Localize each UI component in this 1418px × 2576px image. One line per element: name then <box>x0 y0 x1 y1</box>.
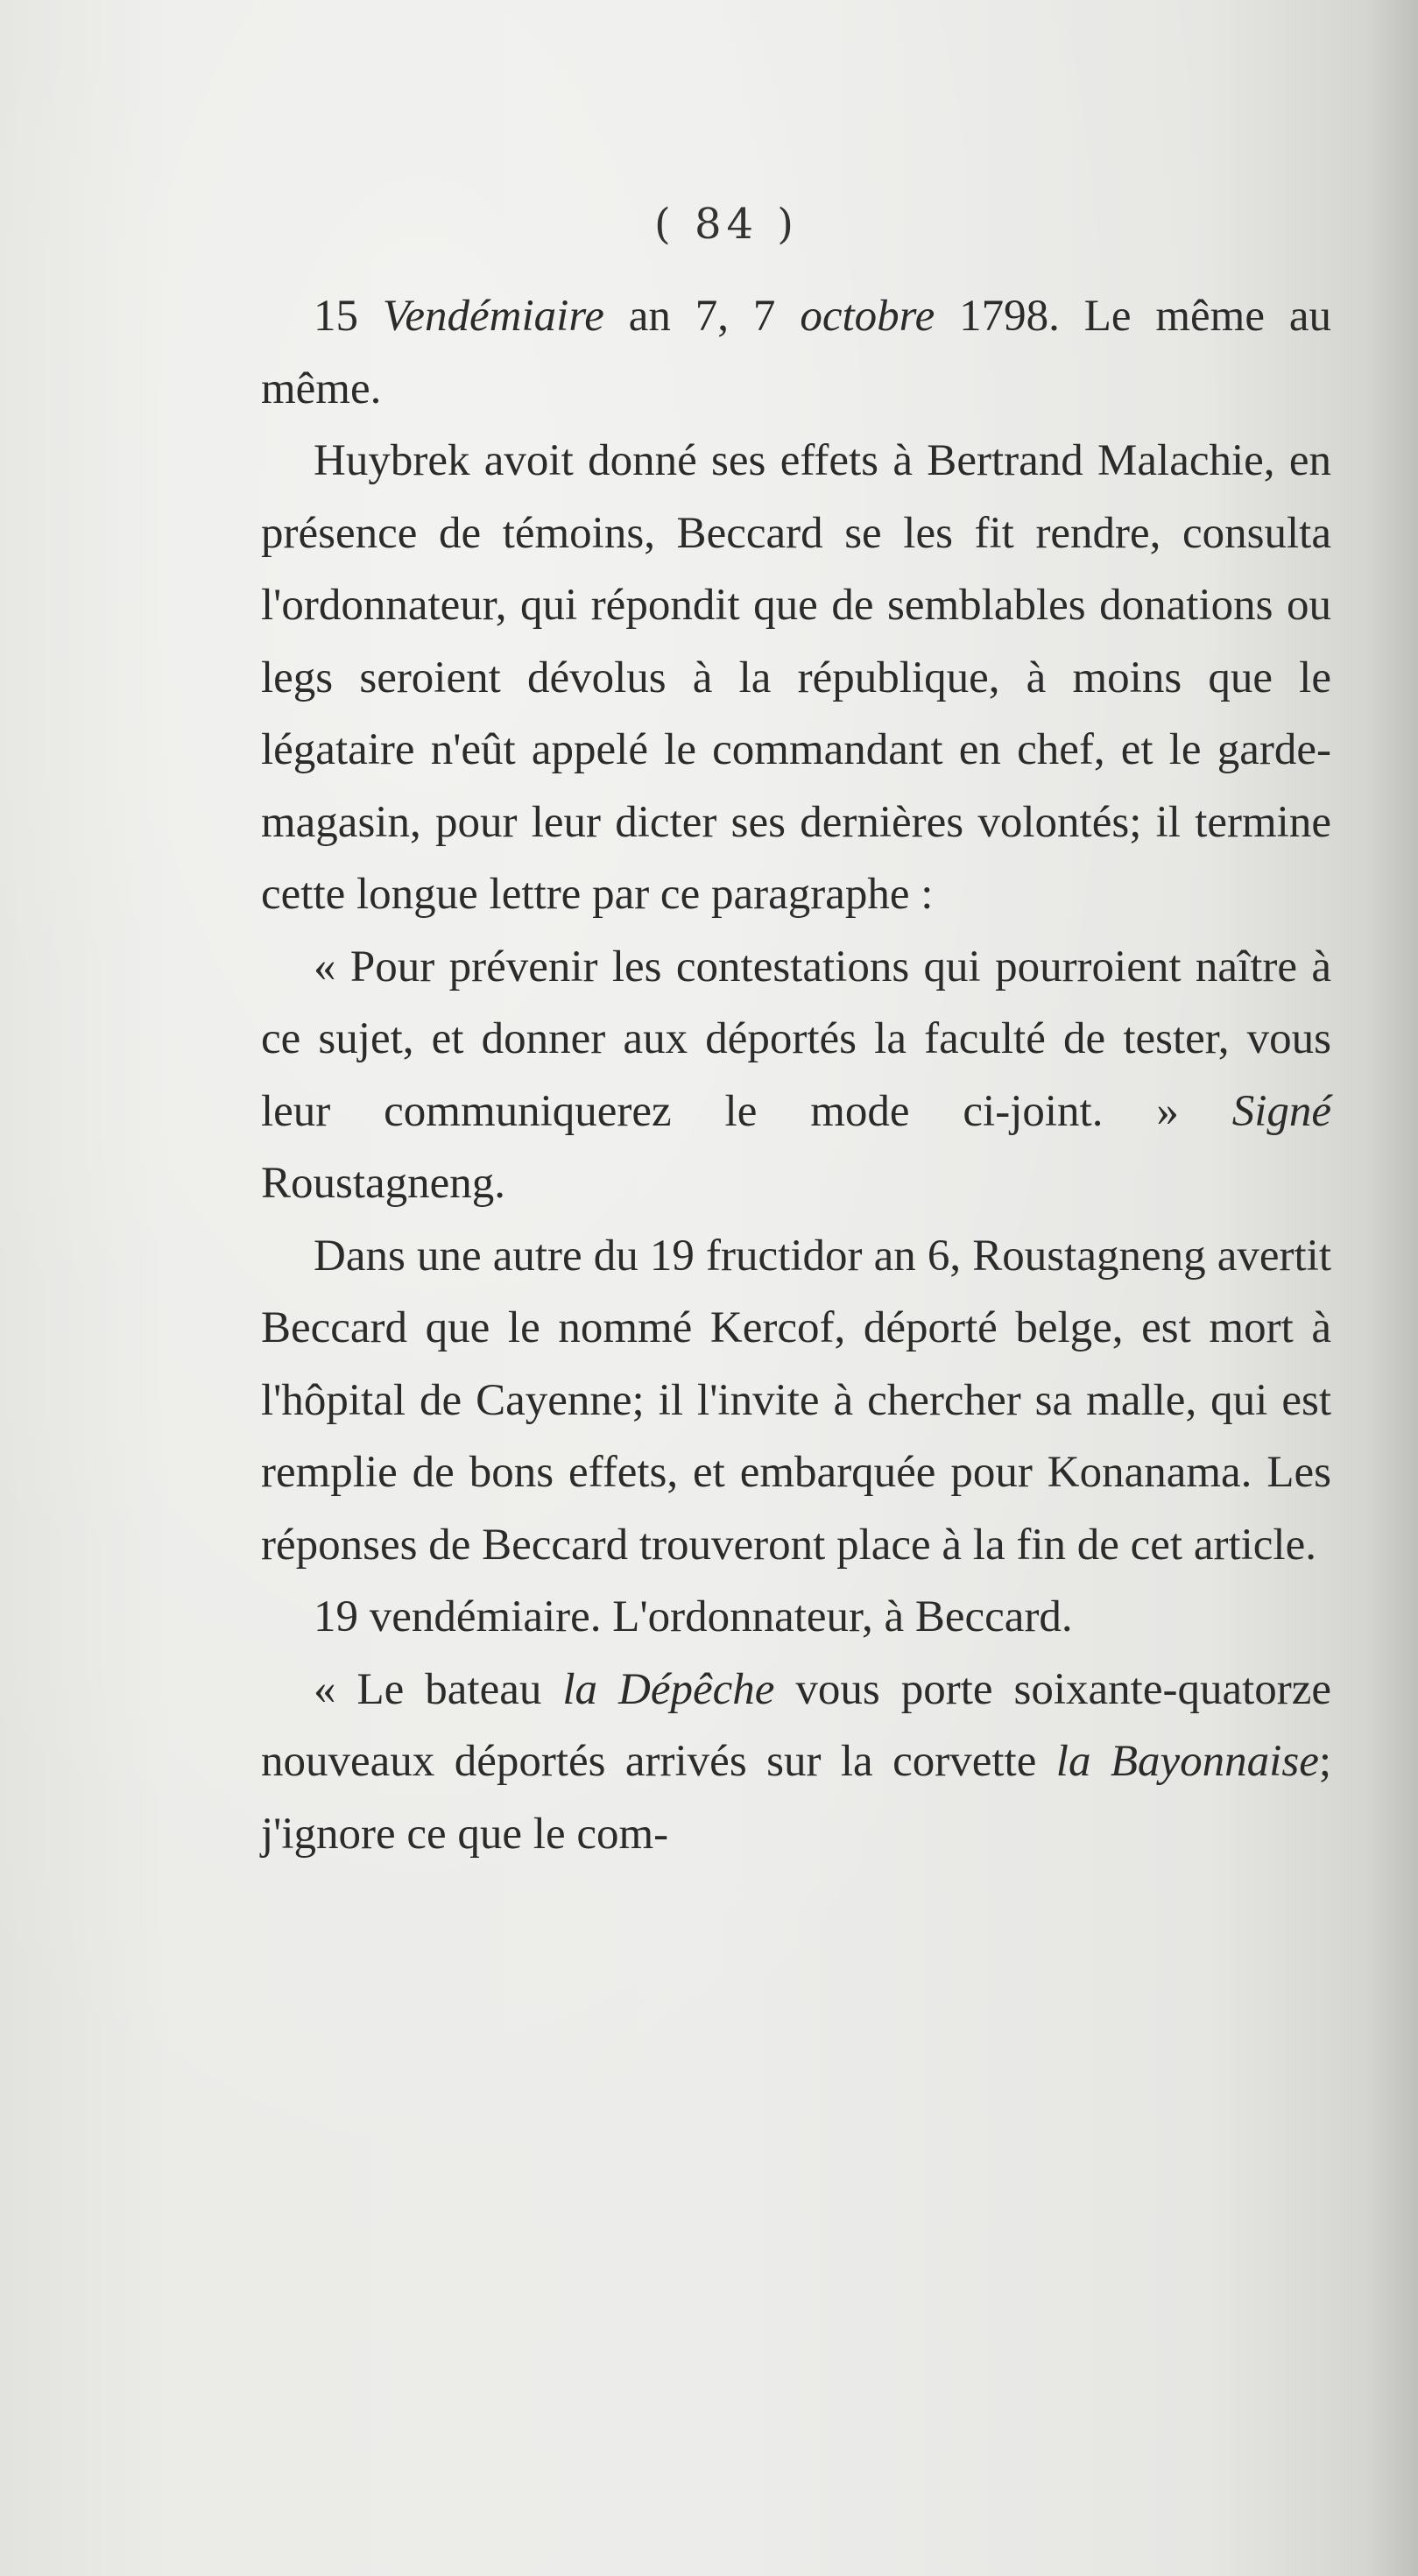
italic-text: la Dépêche <box>562 1664 775 1714</box>
italic-text: Signé <box>1231 1086 1331 1136</box>
text-run: Dans une autre du 19 fructidor an 6, Roustagneng avertit Beccard que le nommé Kercof, déporté belge, est mort à l'hôpital de Cayenne; il l'invite à chercher sa malle, qui est remplie de bons effets, et embarquée pour Konanama. Les réponses de Beccard trouveront place à la fin de cet article. <box>261 1231 1331 1570</box>
text-run: an 7, 7 <box>603 292 801 341</box>
text-run: 15 <box>314 292 383 341</box>
paragraph <box>261 1581 1331 1654</box>
italic-text: la Bayonnaise <box>1055 1737 1319 1786</box>
paragraph <box>261 1220 1331 1582</box>
italic-text: Vendémiaire <box>382 292 604 341</box>
text-run: 19 vendémiaire. L'ordonnateur, à Beccard. <box>314 1592 1073 1641</box>
text-run: « Le bateau <box>314 1664 563 1714</box>
paragraph <box>261 280 1331 425</box>
text-run: Roustagneng. <box>261 1159 506 1208</box>
text-run: Huybrek avoit donné ses effets à Bertrand Malachie, en présence de témoins, Beccard se les fit rendre, consulta l'ordonnateur, qui répondit que de semblables donations ou legs seroient dévolus à la république, à moins que le légataire n'eût appelé le commandant en chef, et le garde-magasin, pour leur dicter ses dernières volontés; il termine cette longue lettre par ce paragraphe : <box>261 436 1331 919</box>
text-run: vous porte soixante-quatorze nouveaux déportés arrivés sur la corvette <box>261 1664 1332 1786</box>
text-run: ; j'ignore ce que le com- <box>261 1737 1331 1859</box>
text-run: « Pour prévenir les contestations qui pourroient naître à ce sujet, et donner aux déportés la faculté de tester, vous leur communiquerez le mode ci-joint. » <box>261 942 1331 1136</box>
italic-text: octobre <box>800 292 935 341</box>
paragraph <box>261 931 1331 1220</box>
page-number: ( 84 ) <box>653 200 800 249</box>
text-run: 1798. Le même au même. <box>261 292 1331 413</box>
paragraph <box>261 425 1331 931</box>
body-text <box>261 280 1331 1870</box>
paragraph <box>261 1654 1331 1871</box>
